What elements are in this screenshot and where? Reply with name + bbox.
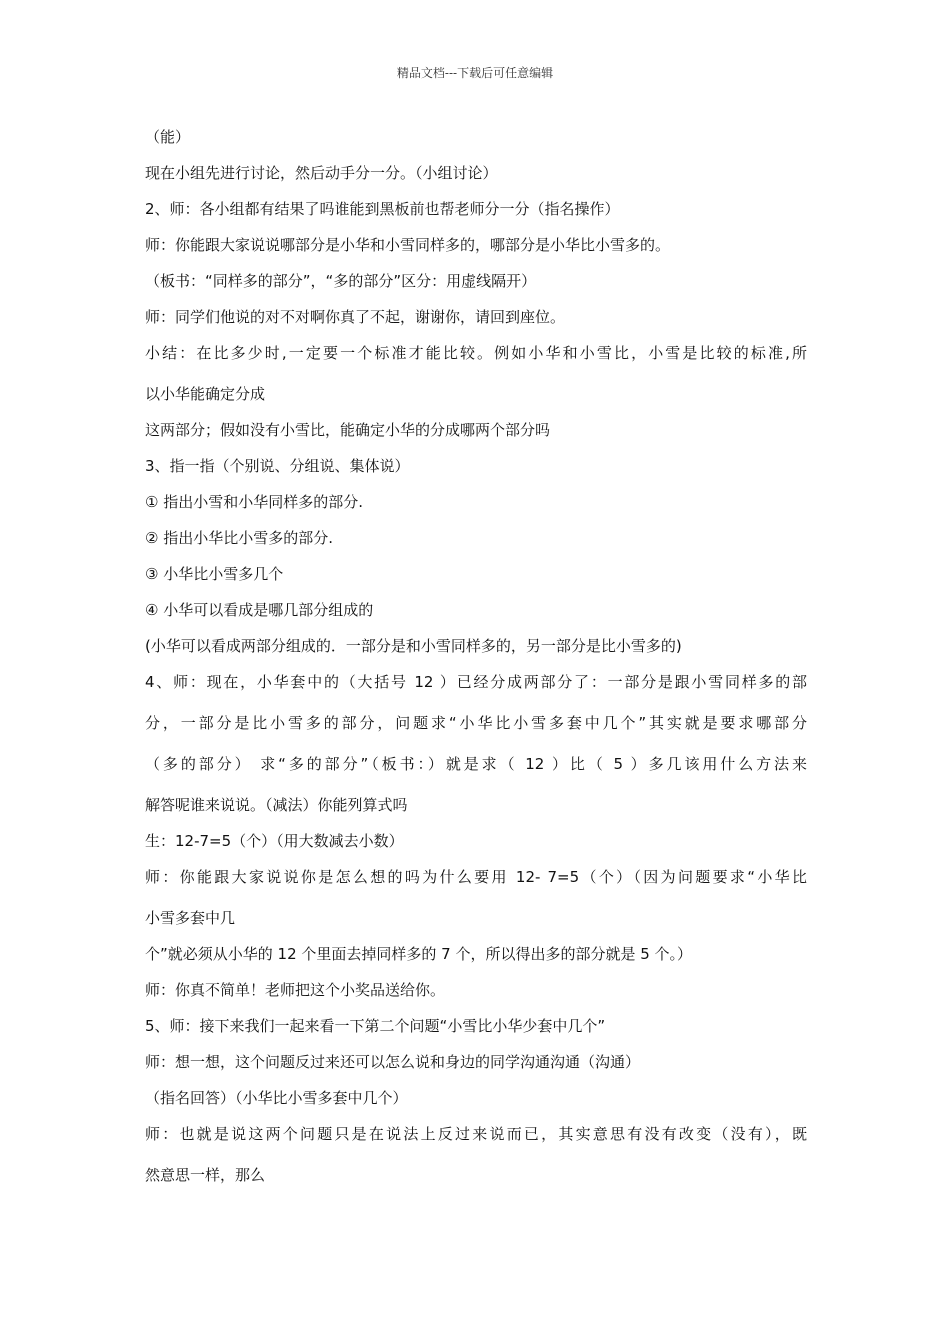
text-line: 现在小组先进行讨论，然后动手分一分。（小组讨论） xyxy=(145,164,498,182)
text-line: 师：想一想，这个问题反过来还可以怎么说和身边的同学沟通沟通（沟通） xyxy=(145,1053,641,1071)
list-item: ② 指出小华比小雪多的部分. xyxy=(145,529,333,547)
list-item: ③ 小华比小雪多几个 xyxy=(145,565,284,583)
text-line: 2、师：各小组都有结果了吗谁能到黑板前也帮老师分一分（指名操作） xyxy=(145,200,620,218)
text-line: （多的部分） 求“多的部分”（板书：）就是求（ 12 ）比（ 5 ）多几该用什么方法来 xyxy=(145,755,807,773)
text-line: 5、师：接下来我们一起来看一下第二个问题“小雪比小华少套中几个” xyxy=(145,1017,606,1035)
text-line: （指名回答）（小华比小雪多套中几个） xyxy=(145,1089,408,1107)
list-item: ① 指出小雪和小华同样多的部分. xyxy=(145,493,363,511)
text-line: （能） xyxy=(145,128,191,146)
page-header: 精品文档---下载后可任意编辑 xyxy=(396,66,554,80)
text-line: 小结：在比多少时,一定要一个标准才能比较。例如小华和小雪比，小雪是比较的标准,所 xyxy=(145,344,807,362)
text-line: 然意思一样，那么 xyxy=(145,1166,266,1184)
text-line: 生：12-7=5（个）（用大数减去小数） xyxy=(145,832,404,850)
text-line: 师：也就是说这两个问题只是在说法上反过来说而已，其实意思有没有改变（没有），既 xyxy=(145,1125,807,1143)
text-line: 小雪多套中几 xyxy=(145,909,236,927)
text-line: 3、指一指（个别说、分组说、集体说） xyxy=(145,457,410,475)
text-line: （板书：“同样多的部分”，“多的部分”区分：用虚线隔开） xyxy=(145,272,537,290)
text-line: 师：你真不简单！老师把这个小奖品送给你。 xyxy=(145,981,446,999)
list-item: ④ 小华可以看成是哪几部分组成的 xyxy=(145,601,374,619)
text-line: 师：你能跟大家说说你是怎么想的吗为什么要用 12- 7=5（个）（因为问题要求“小华比 xyxy=(145,868,807,886)
text-line: 师：同学们他说的对不对啊你真了不起，谢谢你，请回到座位。 xyxy=(145,308,566,326)
text-line: 以小华能确定分成 xyxy=(145,385,266,403)
text-line: 个”就必须从小华的 12 个里面去掉同样多的 7 个，所以得出多的部分就是 5 个。） xyxy=(145,945,693,963)
text-line: 分，一部分是比小雪多的部分，问题求“小华比小雪多套中几个”其实就是要求哪部分 xyxy=(145,714,807,732)
text-line: (小华可以看成两部分组成的．一部分是和小雪同样多的，另一部分是比小雪多的) xyxy=(145,637,682,655)
text-line: 4、师：现在，小华套中的（大括号 12 ）已经分成两部分了：一部分是跟小雪同样多的部 xyxy=(145,673,807,691)
text-line: 这两部分；假如没有小雪比，能确定小华的分成哪两个部分吗 xyxy=(145,421,551,439)
text-line: 师：你能跟大家说说哪部分是小华和小雪同样多的，哪部分是小华比小雪多的。 xyxy=(145,236,671,254)
text-line: 解答呢谁来说说。（减法）你能列算式吗 xyxy=(145,796,408,814)
